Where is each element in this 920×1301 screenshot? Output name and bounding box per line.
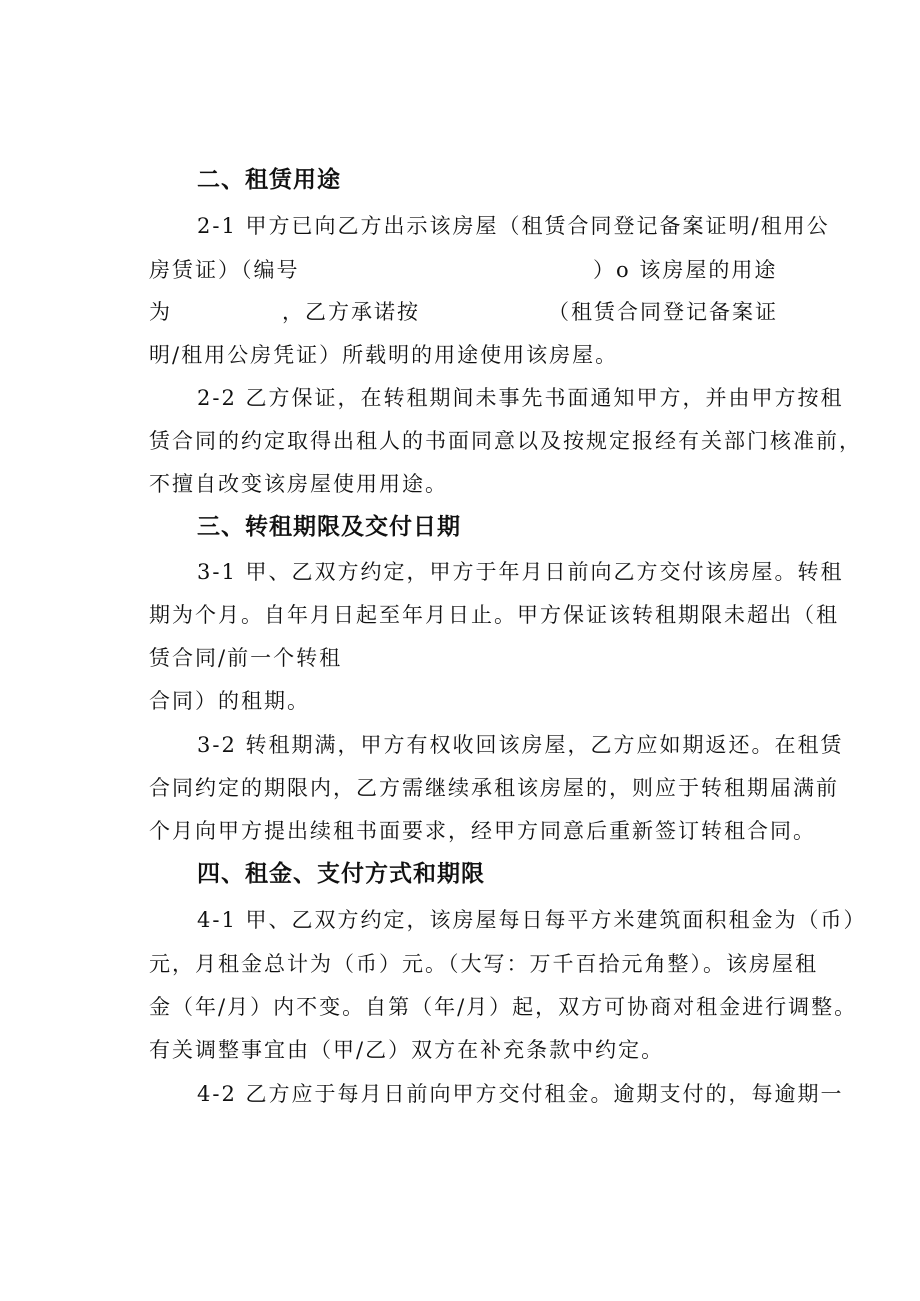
paragraph-line: 4-1 甲、乙双方约定，该房屋每日每平方米建筑面积租金为（币） [197,908,867,932]
paragraph-line: 期为个月。自年月日起至年月日止。甲方保证该转租期限未超出（租 [149,603,839,627]
paragraph-line: 不擅自改变该房屋使用用途。 [149,472,448,496]
paragraph-line: 明/租用公房凭证）所载明的用途使用该房屋。 [149,343,619,367]
paragraph-line: 有关调整事宜由（甲/乙）双方在补充条款中约定。 [149,1038,665,1062]
paragraph-line: 2-2 乙方保证，在转租期间未事先书面通知甲方，并由甲方按租 [197,386,844,410]
paragraph-line: 赁合同的约定取得出租人的书面同意以及按规定报经有关部门核准前， [149,429,862,453]
section-heading-3: 三、转租期限及交付日期 [197,514,461,540]
paragraph-line: 个月向甲方提出续租书面要求，经甲方同意后重新签订转租合同。 [149,819,816,843]
paragraph-line: ，乙方承诺按 [282,300,420,324]
paragraph-line: 3-1 甲、乙双方约定，甲方于年月日前向乙方交付该房屋。转租 [197,560,844,584]
paragraph-line: ）o 该房屋的用途 [593,258,778,282]
paragraph-line: 3-2 转租期满，甲方有权收回该房屋，乙方应如期返还。在租赁 [197,733,844,757]
section-heading-4: 四、租金、支付方式和期限 [197,861,485,887]
paragraph-line: 4-2 乙方应于每月日前向甲方交付租金。逾期支付的，每逾期一 [197,1082,844,1106]
paragraph-line: 房赁证）（编号 [149,258,300,282]
section-heading-2: 二、租赁用途 [197,167,341,193]
paragraph-line: 2-1 甲方已向乙方出示该房屋（租赁合同登记备案证明/租用公 [197,214,830,238]
paragraph-line: 合同约定的期限内，乙方需继续承租该房屋的，则应于转租期届满前 [149,776,839,800]
paragraph-line: 合同）的租期。 [149,689,310,713]
paragraph-line: 为 [149,300,172,324]
paragraph-line: 元，月租金总计为（币）元。（大写：万千百拾元角整）。该房屋租 [149,952,818,976]
paragraph-line: 金（年/月）内不变。自第（年/月）起，双方可协商对租金进行调整。 [149,995,858,1019]
paragraph-line: 赁合同/前一个转租 [149,646,343,670]
paragraph-line: （租赁合同登记备案证 [548,300,778,324]
